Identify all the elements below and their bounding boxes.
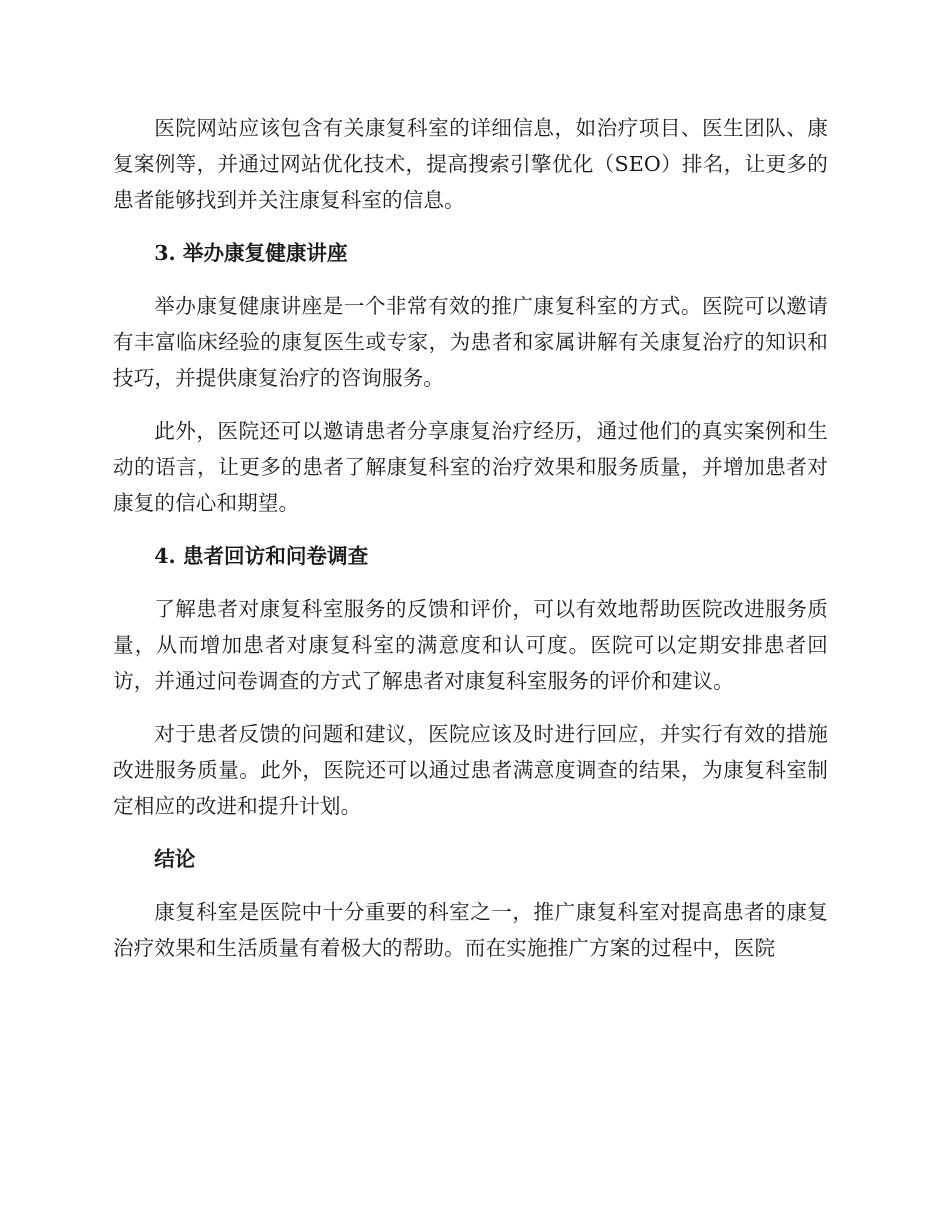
heading-health-lecture: 3. 举办康复健康讲座	[154, 241, 348, 265]
paragraph-website-info: 医院网站应该包含有关康复科室的详细信息，如治疗项目、医生团队、康复案例等，并通过网站优化技术，提高搜索引擎优化（SEO）排名，让更多的患者能够找到并关注康复科室的信息。	[113, 116, 828, 212]
paragraph-patient-sharing: 此外，医院还可以邀请患者分享康复治疗经历，通过他们的真实案例和生动的语言，让更多的患者了解康复科室的治疗效果和服务质量，并增加患者对康复的信心和期望。	[113, 419, 828, 515]
paragraph-feedback-response: 对于患者反馈的问题和建议，医院应该及时进行回应，并实行有效的措施改进服务质量。此外，医院还可以通过患者满意度调查的结果，为康复科室制定相应的改进和提升计划。	[113, 722, 828, 818]
paragraph-conclusion: 康复科室是医院中十分重要的科室之一，推广康复科室对提高患者的康复治疗效果和生活质量有着极大的帮助。而在实施推广方案的过程中，医院	[113, 900, 828, 960]
paragraph-lecture-method: 举办康复健康讲座是一个非常有效的推广康复科室的方式。医院可以邀请有丰富临床经验的康复医生或专家，为患者和家属讲解有关康复治疗的知识和技巧，并提供康复治疗的咨询服务。	[113, 294, 828, 390]
document-page	[113, 110, 828, 983]
paragraph-feedback-evaluation: 了解患者对康复科室服务的反馈和评价，可以有效地帮助医院改进服务质量，从而增加患者对康复科室的满意度和认可度。医院可以定期安排患者回访，并通过问卷调查的方式了解患者对康复科室服务的评价和建议。	[113, 597, 828, 693]
heading-followup-survey: 4. 患者回访和问卷调查	[154, 544, 369, 568]
heading-conclusion: 结论	[154, 847, 196, 871]
